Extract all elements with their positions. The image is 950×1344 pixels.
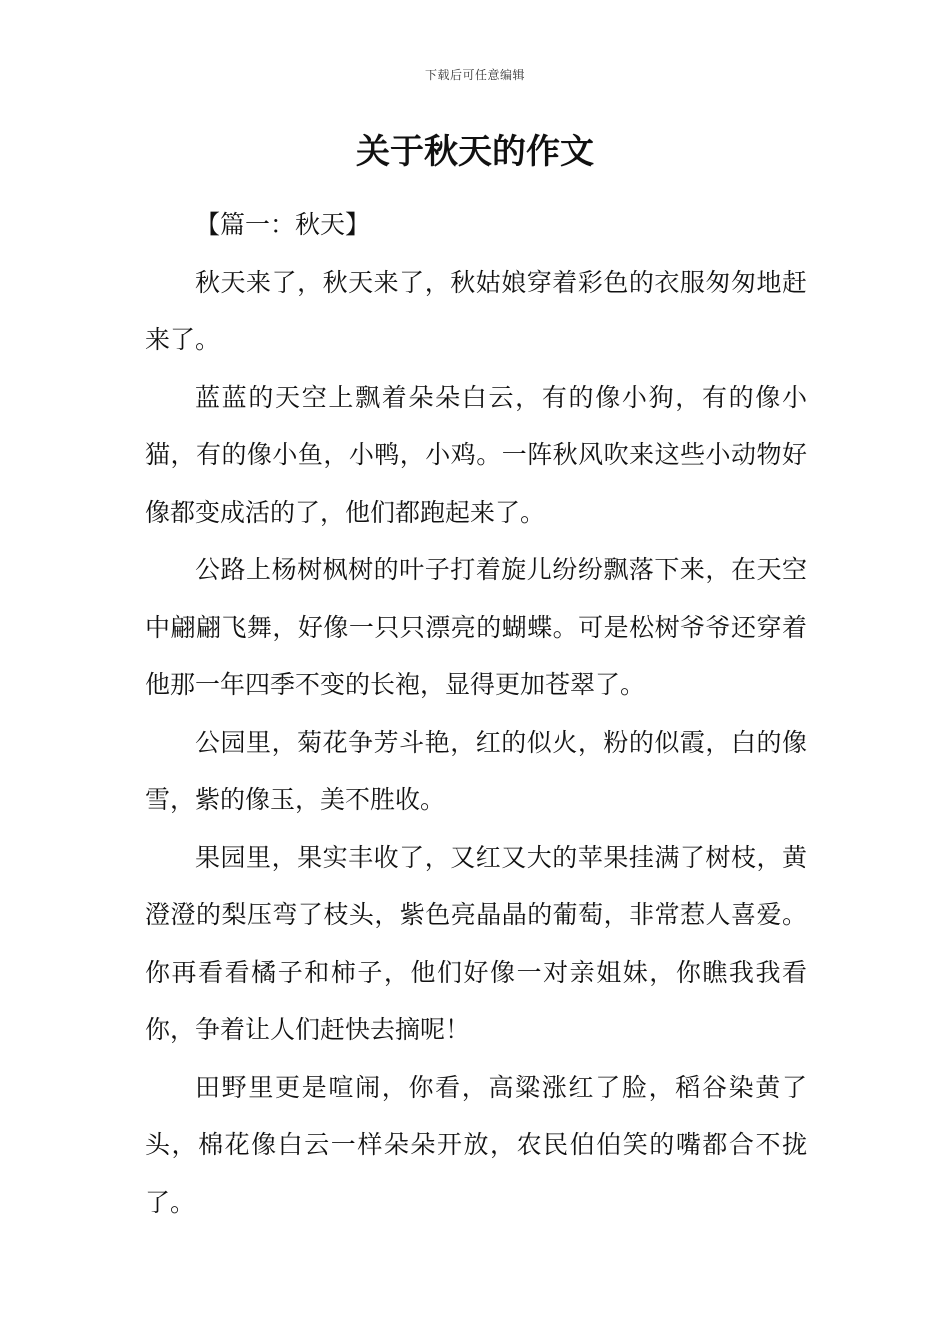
paragraph-3: 公路上杨树枫树的叶子打着旋儿纷纷飘落下来，在天空中翩翩飞舞，好像一只只漂亮的蝴蝶。可是松树爷爷还穿着他那一年四季不变的长袍，显得更加苍翠了。	[145, 555, 807, 699]
document-body	[145, 196, 807, 1231]
paragraph-4: 公园里，菊花争芳斗艳，红的似火，粉的似霞，白的像雪，紫的像玉，美不胜收。	[145, 727, 807, 814]
paragraph-2: 蓝蓝的天空上飘着朵朵白云，有的像小狗，有的像小猫，有的像小鱼，小鸭，小鸡。一阵秋风吹来这些小动物好像都变成活的了，他们都跑起来了。	[145, 382, 807, 527]
paragraph-1: 秋天来了，秋天来了，秋姑娘穿着彩色的衣服匆匆地赶来了。	[145, 267, 807, 354]
section-heading: 【篇一：秋天】	[195, 210, 371, 239]
document-title: 关于秋天的作文	[356, 132, 594, 172]
paragraph-5: 果园里，果实丰收了，又红又大的苹果挂满了树枝，黄澄澄的梨压弯了枝头，紫色亮晶晶的葡萄，非常惹人喜爱。你再看看橘子和柿子，他们好像一对亲姐妹，你瞧我我看你，争着让人们赶快去摘呢！	[145, 842, 807, 1044]
paragraph-6: 田野里更是喧闹，你看，高粱涨红了脸，稻谷染黄了头，棉花像白云一样朵朵开放，农民伯伯笑的嘴都合不拢了。	[145, 1072, 807, 1217]
header-note: 下载后可任意编辑	[424, 68, 525, 82]
